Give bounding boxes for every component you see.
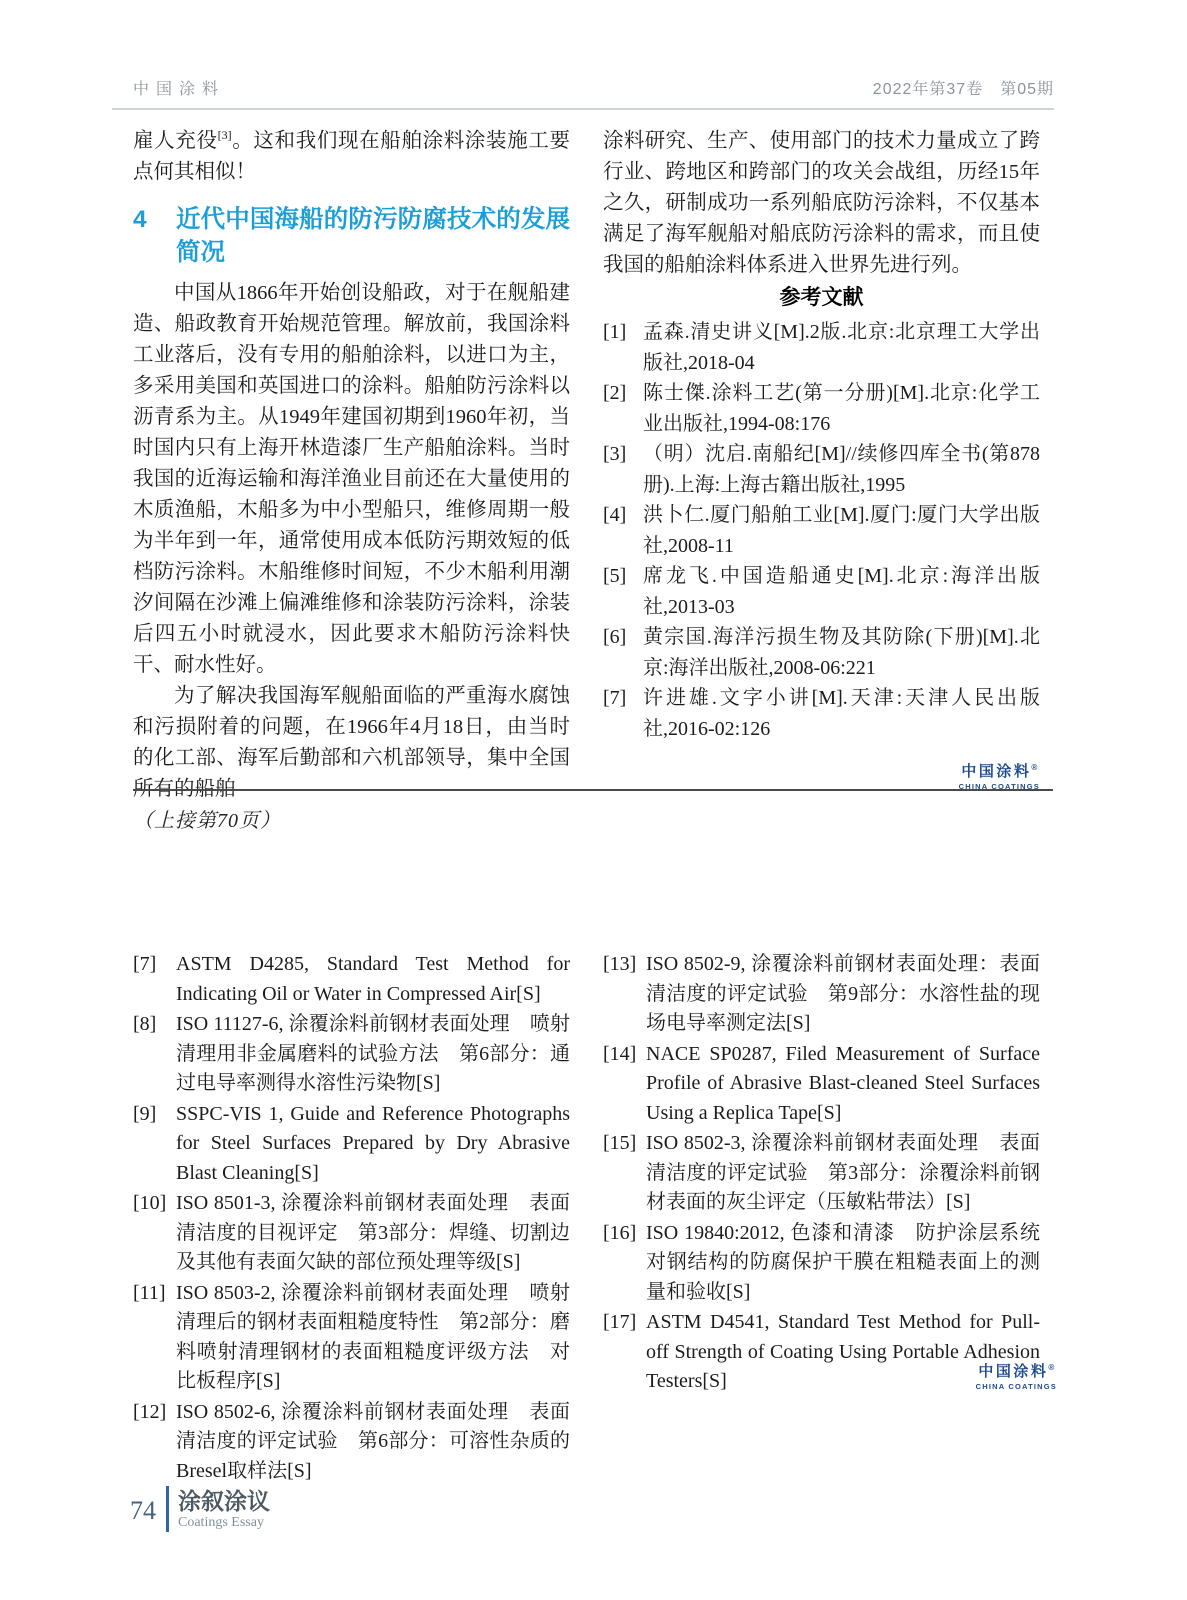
article-body (133, 126, 1040, 805)
reference-number: [9] (133, 1102, 157, 1125)
right-column (603, 950, 1040, 1487)
issue-info: 2022年第37卷 第05期 (872, 81, 1054, 98)
logo-text: 中国涂料 (978, 1363, 1049, 1380)
reference-number: [2] (603, 382, 627, 404)
paragraph-text: 雇人充役 (133, 130, 218, 152)
reference-number: [10] (133, 1192, 167, 1214)
reference-text: ISO 8502-9, 涂覆涂料前钢材表面处理：表面清洁度的评定试验 第9部分：水溶性盐的现场电导率测定法[S] (646, 953, 1040, 1034)
reference-item (603, 500, 1040, 561)
reference-text: SSPC-VIS 1, Guide and Reference Photographs for Steel Surfaces Prepared by Dry Abrasive Blast Cleaning[S] (176, 1102, 570, 1184)
reference-text: （明）沈启.南船纪[M]//续修四库全书(第878册).上海:上海古籍出版社,1995 (643, 443, 1040, 496)
logo-subtitle: CHINA COATINGS (975, 1382, 1057, 1391)
registered-mark-icon: ® (1031, 763, 1038, 772)
section-divider (133, 789, 1053, 791)
journal-name: 中国涂料 (133, 81, 226, 98)
reference-item (603, 1040, 1040, 1129)
reference-text: NACE SP0287, Filed Measurement of Surface Profile of Abrasive Blast-cleaned Steel Surfaces Using a Replica Tape[S] (646, 1042, 1040, 1124)
reference-text: 陈士傑.涂料工艺(第一分册)[M].北京:化学工业出版社,1994-08:176 (643, 382, 1040, 435)
reference-item (133, 1100, 570, 1189)
reference-text: 孟森.清史讲义[M].2版.北京:北京理工大学出版社,2018-04 (643, 321, 1040, 374)
continued-references (133, 950, 1040, 1487)
reference-text: ASTM D4285, Standard Test Method for Indicating Oil or Water in Compressed Air[S] (176, 953, 570, 1005)
paragraph-text: 。这和我们现在船舶涂料涂装施工要点何其相似！ (133, 130, 571, 183)
reference-number: [15] (603, 1132, 637, 1154)
reference-text: ISO 8502-6, 涂覆涂料前钢材表面处理 表面清洁度的评定试验 第6部分：可溶性杂质的Bresel取样法[S] (176, 1400, 570, 1482)
references-heading: 参考文献 (779, 286, 864, 309)
left-column (133, 126, 570, 805)
reference-text: ISO 8501-3, 涂覆涂料前钢材表面处理 表面清洁度的目视评定 第3部分：焊缝、切割边及其他有表面欠缺的部位预处理等级[S] (176, 1192, 570, 1273)
continuation-note: （上接第70页） (133, 810, 281, 832)
paragraph: 涂料研究、生产、使用部门的技术力量成立了跨行业、跨地区和跨部门的攻关会战组，历经15年之久，研制成功一系列船底防污涂料，不仅基本满足了海军舰船对船底防污涂料的需求，而且使我国的船舶涂料体系进入世界先进行列。 (603, 130, 1040, 276)
logo-wordmark (959, 760, 1040, 780)
section-heading (133, 203, 570, 269)
reference-number: [6] (603, 626, 627, 648)
china-coatings-logo (959, 760, 1040, 791)
reference-number: [17] (603, 1311, 637, 1333)
logo-text: 中国涂料 (961, 763, 1032, 780)
china-coatings-logo (976, 1360, 1057, 1391)
reference-item (603, 317, 1040, 378)
column-subtitle: Coatings Essay (178, 1514, 264, 1530)
reference-text: 洪卜仁.厦门船舶工业[M].厦门:厦门大学出版社,2008-11 (643, 504, 1040, 557)
paragraph: 中国从1866年开始创设船政，对于在舰船建造、船政教育开始规范管理。解放前，我国涂料工业落后，没有专用的船舶涂料，以进口为主，多采用美国和英国进口的涂料。船舶防污涂料以沥青系为主。从1949年建国初期到1960年初，当时国内只有上海开林造漆厂生产船舶涂料。当时我国的近海运输和海洋渔业目前还在大量使用的木质渔船，木船多为中小型船只，维修周期一般为半年到一年，通常使用成本低防污期效短的低档防污涂料。木船维修时间短，不少木船利用潮汐间隔在沙滩上偏滩维修和涂装防污涂料，涂装后四五小时就浸水，因此要求木船防污涂料快干、耐水性好。 (133, 282, 570, 676)
section-title: 近代中国海船的防污防腐技术的发展简况 (176, 206, 570, 266)
reference-number: [8] (133, 1013, 157, 1035)
section-number: 4 (133, 206, 147, 233)
footer-divider-bar (166, 1486, 169, 1532)
logo-container (603, 760, 1040, 791)
reference-number: [12] (133, 1400, 167, 1423)
paragraph-continuation (133, 126, 570, 188)
right-column (603, 126, 1040, 805)
reference-number: [5] (603, 565, 627, 587)
left-column (133, 950, 570, 1487)
reference-item (603, 950, 1040, 1039)
footnote-marker: [3] (217, 128, 232, 143)
footer-column-block (178, 1488, 270, 1531)
reference-item (133, 950, 570, 1009)
reference-text: 席龙飞.中国造船通史[M].北京:海洋出版社,2013-03 (643, 565, 1040, 618)
reference-text: ISO 8502-3, 涂覆涂料前钢材表面处理 表面清洁度的评定试验 第3部分：涂覆涂料前钢材表面的灰尘评定（压敏粘带法）[S] (646, 1132, 1040, 1213)
reference-item (603, 378, 1040, 439)
paragraph: 为了解决我国海军舰船面临的严重海水腐蚀和污损附着的问题，在1966年4月18日，由当时的化工部、海军后勤部和六机部领导，集中全国所有的船舶 (133, 685, 570, 800)
reference-number: [14] (603, 1042, 637, 1065)
reference-item (603, 439, 1040, 500)
reference-number: [4] (603, 504, 627, 526)
reference-text: ISO 19840:2012, 色漆和清漆 防护涂层系统对钢结构的防腐保护干膜在粗糙表面上的测量和验收[S] (646, 1221, 1040, 1303)
reference-number: [13] (603, 953, 637, 975)
logo-wordmark (976, 1360, 1057, 1380)
column-title: 涂叙涂议 (178, 1487, 270, 1514)
page-header (112, 76, 1054, 110)
reference-item (133, 1189, 570, 1278)
reference-item (133, 1010, 570, 1099)
page-number: 74 (130, 1496, 156, 1525)
page-footer (130, 1486, 270, 1532)
reference-number: [7] (133, 953, 157, 975)
reference-item (603, 622, 1040, 683)
reference-list (603, 317, 1040, 744)
reference-item (133, 1279, 570, 1397)
reference-number: [1] (603, 321, 627, 343)
reference-number: [11] (133, 1281, 166, 1304)
reference-item (603, 1308, 1040, 1397)
reference-text: 黄宗国.海洋污损生物及其防除(下册)[M].北京:海洋出版社,2008-06:221 (643, 626, 1040, 679)
reference-number: [3] (603, 443, 627, 465)
registered-mark-icon: ® (1048, 1363, 1055, 1372)
reference-item (603, 1129, 1040, 1218)
reference-text: ISO 11127-6, 涂覆涂料前钢材表面处理 喷射清理用非金属磨料的试验方法 第6部分：通过电导率测得水溶性污染物[S] (176, 1013, 570, 1094)
reference-item (603, 683, 1040, 744)
reference-item (603, 1219, 1040, 1308)
reference-number: [16] (603, 1221, 637, 1244)
reference-number: [7] (603, 687, 627, 709)
reference-text: ISO 8503-2, 涂覆涂料前钢材表面处理 喷射清理后的钢材表面粗糙度特性 第2部分：磨料喷射清理钢材的表面粗糙度评级方法 对比板程序[S] (176, 1281, 570, 1392)
reference-item (603, 561, 1040, 622)
logo-subtitle: CHINA COATINGS (958, 782, 1040, 791)
reference-text: 许进雄.文字小讲[M].天津:天津人民出版社,2016-02:126 (643, 687, 1040, 740)
reference-text: ASTM D4541, Standard Test Method for Pull-off Strength of Coating Using Portable Adhesion Testers[S] (646, 1311, 1040, 1392)
reference-item (133, 1398, 570, 1487)
